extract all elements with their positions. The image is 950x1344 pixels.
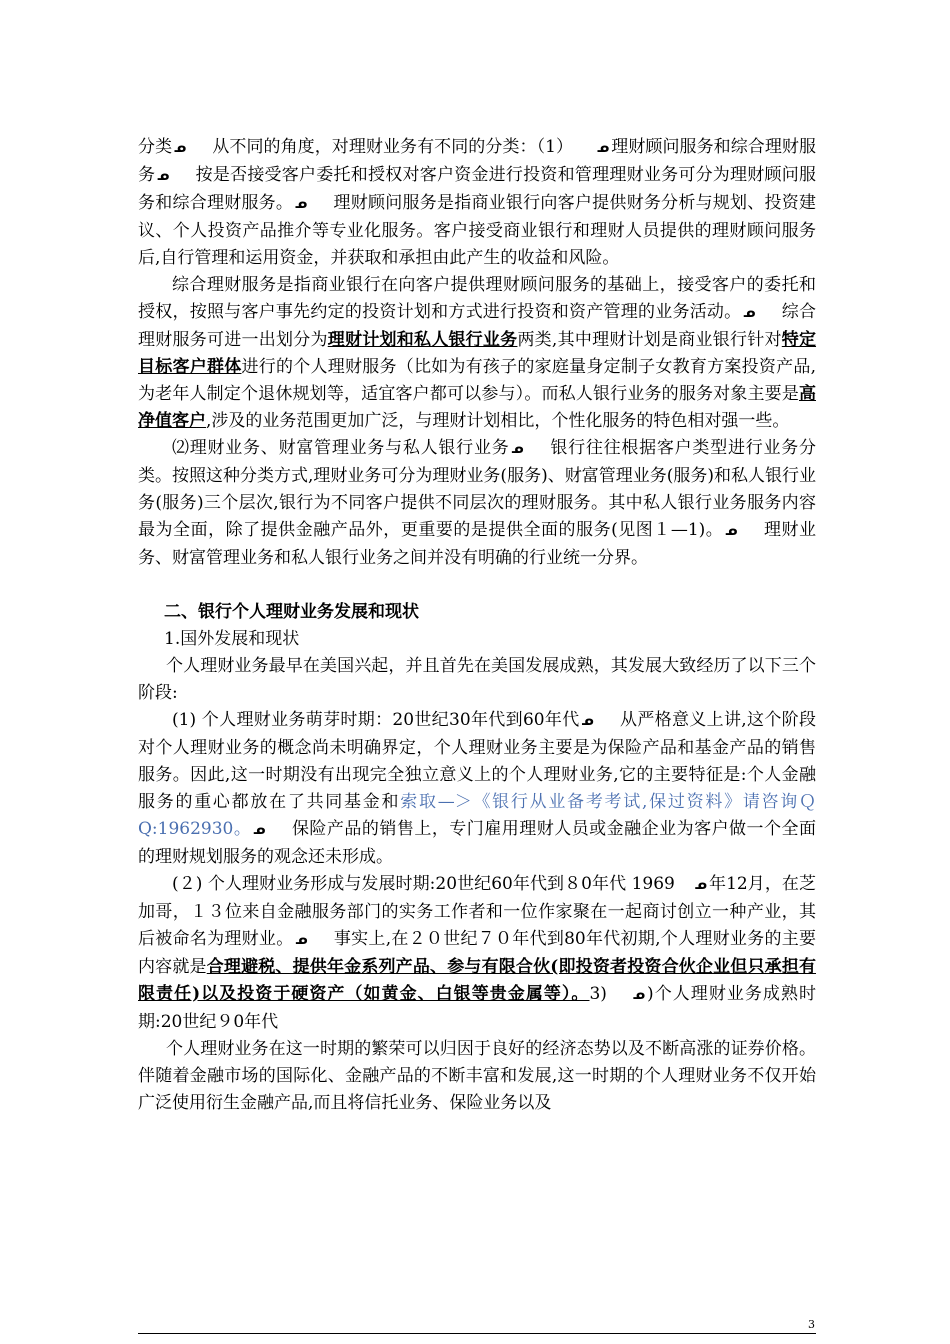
text: 综合理财服务是指商业银行在向客户提供理财顾问服务的基础上，接受客户的委托和授权，按照与客户事先约定的投资计划和方式进行投资和资产管理的业务活动。 — [138, 275, 816, 322]
text: 年12月，在芝加哥，１３位来自金融服务部门的实务工作者和一位作家聚在一起商讨创立一种产业，其后被命名为理财业。 — [138, 874, 816, 949]
symbol-icon: ᓄ — [743, 306, 756, 321]
text: 从不同的角度，对理财业务有不同的分类：（1） — [212, 137, 574, 157]
symbol-icon: ᓄ — [632, 988, 646, 1003]
paragraph-comprehensive-service — [138, 272, 816, 435]
page-number: 3 — [808, 1318, 815, 1331]
paragraph-stage-3: 个人理财业务在这一时期的繁荣可以归因于良好的经济态势以及不断高涨的证券价格。伴随着金融市场的国际化、金融产品的不断丰富和发展,这一时期的个人理财业务不仅开始广泛使用衍生金融产品,而且将信托业务、保险业务以及 — [138, 1039, 816, 1113]
text: 银行往往根据客户类型进行业务分类。按照这种分类方式,理财业务可分为理财业务(服务)、财富管理业务(服务)和私人银行业务(服务)三个层次,银行为不同客户提供不同层次的理财服务。其中私人银行业务服务内容最为全面，除了提供金融产品外，更重要的是提供全面的服务(见图１—1)。 — [138, 438, 817, 540]
text: 理财顾问服务和综合理财服务 — [138, 137, 816, 185]
paragraph-stage-2 — [138, 871, 816, 1036]
text: (２) 个人理财业务形成与发展时期:20世纪60年代到８0年代 1969 — [172, 874, 675, 894]
text: 分类 — [138, 137, 173, 157]
text: 理财业务、财富管理业务和私人银行业务之间并没有明确的行业统一分界。 — [138, 520, 816, 568]
text: 按是否接受客户委托和授权对客户资金进行投资和管理理财业务可分为理财顾问服务和综合理财服务。 — [138, 165, 817, 213]
underlined-term: 特定目标客户群体 — [138, 330, 817, 377]
paragraph-intro-stages: 个人理财业务最早在美国兴起，并且首先在美国发展成熟，其发展大致经历了以下三个阶段: — [138, 656, 816, 703]
symbol-icon: ᓄ — [694, 878, 707, 893]
text: (1) 个人理财业务萌芽时期：20世纪30年代到60年代 — [172, 710, 580, 730]
paragraph-classification — [138, 134, 816, 272]
symbol-icon: ᓄ — [725, 524, 738, 539]
text: 3) — [589, 984, 607, 1004]
symbol-icon: ᓄ — [295, 933, 308, 948]
symbol-icon: ᓄ — [295, 197, 308, 212]
text: 进行的个人理财服务（比如为有孩子的家庭量身定制子女教育方案投资产品,为老年人制定个退休规划等，适宜客户都可以参与）。而私人银行业务的服务对象主要是 — [138, 357, 817, 404]
text: 保险产品的销售上，专门雇用理财人员或金融企业为客户做一个全面的理财规划服务的观念还未形成。 — [138, 819, 816, 867]
document-body — [138, 134, 816, 1117]
text: 理财顾问服务是指商业银行向客户提供财务分析与规划、投资建议、个人投资产品推介等专业化服务。客户接受商业银行和理财人员提供的理财顾问服务后,自行管理和运用资金，并获取和承担由此产生的收益和风险。 — [138, 193, 817, 268]
text: 从严格意义上讲,这个阶段对个人理财业务的概念尚未明确界定，个人理财业务主要是为保险产品和基金产品的销售服务。因此,这一时期没有出现完全独立意义上的个人理财业务,它的主要特征是:个人金融服务的重心都放在了共同基金和 — [138, 710, 816, 812]
text: ⑵理财业务、财富管理业务与私人银行业务 — [172, 438, 510, 458]
symbol-icon: ᓄ — [157, 169, 170, 184]
symbol-icon: ᓄ — [253, 823, 266, 838]
text: 两类,其中理财计划是商业银行针对 — [517, 330, 782, 350]
symbol-icon: ᓄ — [174, 141, 187, 156]
footer-divider — [138, 1333, 816, 1334]
paragraph-wealth-management — [138, 435, 816, 572]
text: 综合理财服务可进一出划分为 — [138, 302, 817, 350]
symbol-icon: ᓄ — [581, 714, 594, 729]
subsection-heading: 1.国外发展和现状 — [164, 629, 300, 649]
underlined-term: 理财计划和私人银行业务 — [327, 330, 518, 350]
text: 事实上,在２０世纪７０年代到80年代初期,个人理财业务的主要内容就是 — [138, 929, 816, 977]
paragraph-stage-1 — [138, 707, 816, 871]
contact-link[interactable]: 索取—＞《银行从业备考考试,保过资料》请咨询ＱQ:1962930。 — [138, 792, 817, 839]
symbol-icon: ᓄ — [597, 141, 610, 156]
text: ,涉及的业务范围更加广泛，与理财计划相比，个性化服务的特色相对强一些。 — [206, 411, 790, 431]
symbol-icon: ᓄ — [511, 442, 524, 457]
underlined-term: 合理避税、提供年金系列产品、参与有限合伙(即投资者投资合伙企业但只承担有限责任)以及投资于硬资产（如黄金、白银等贵金属等）。 — [138, 957, 817, 1004]
text: )个人理财业务成熟时期:20世纪９0年代 — [138, 984, 817, 1032]
section-heading: 二、银行个人理财业务发展和现状 — [164, 602, 419, 622]
underlined-term: 高净值客户 — [138, 384, 816, 431]
